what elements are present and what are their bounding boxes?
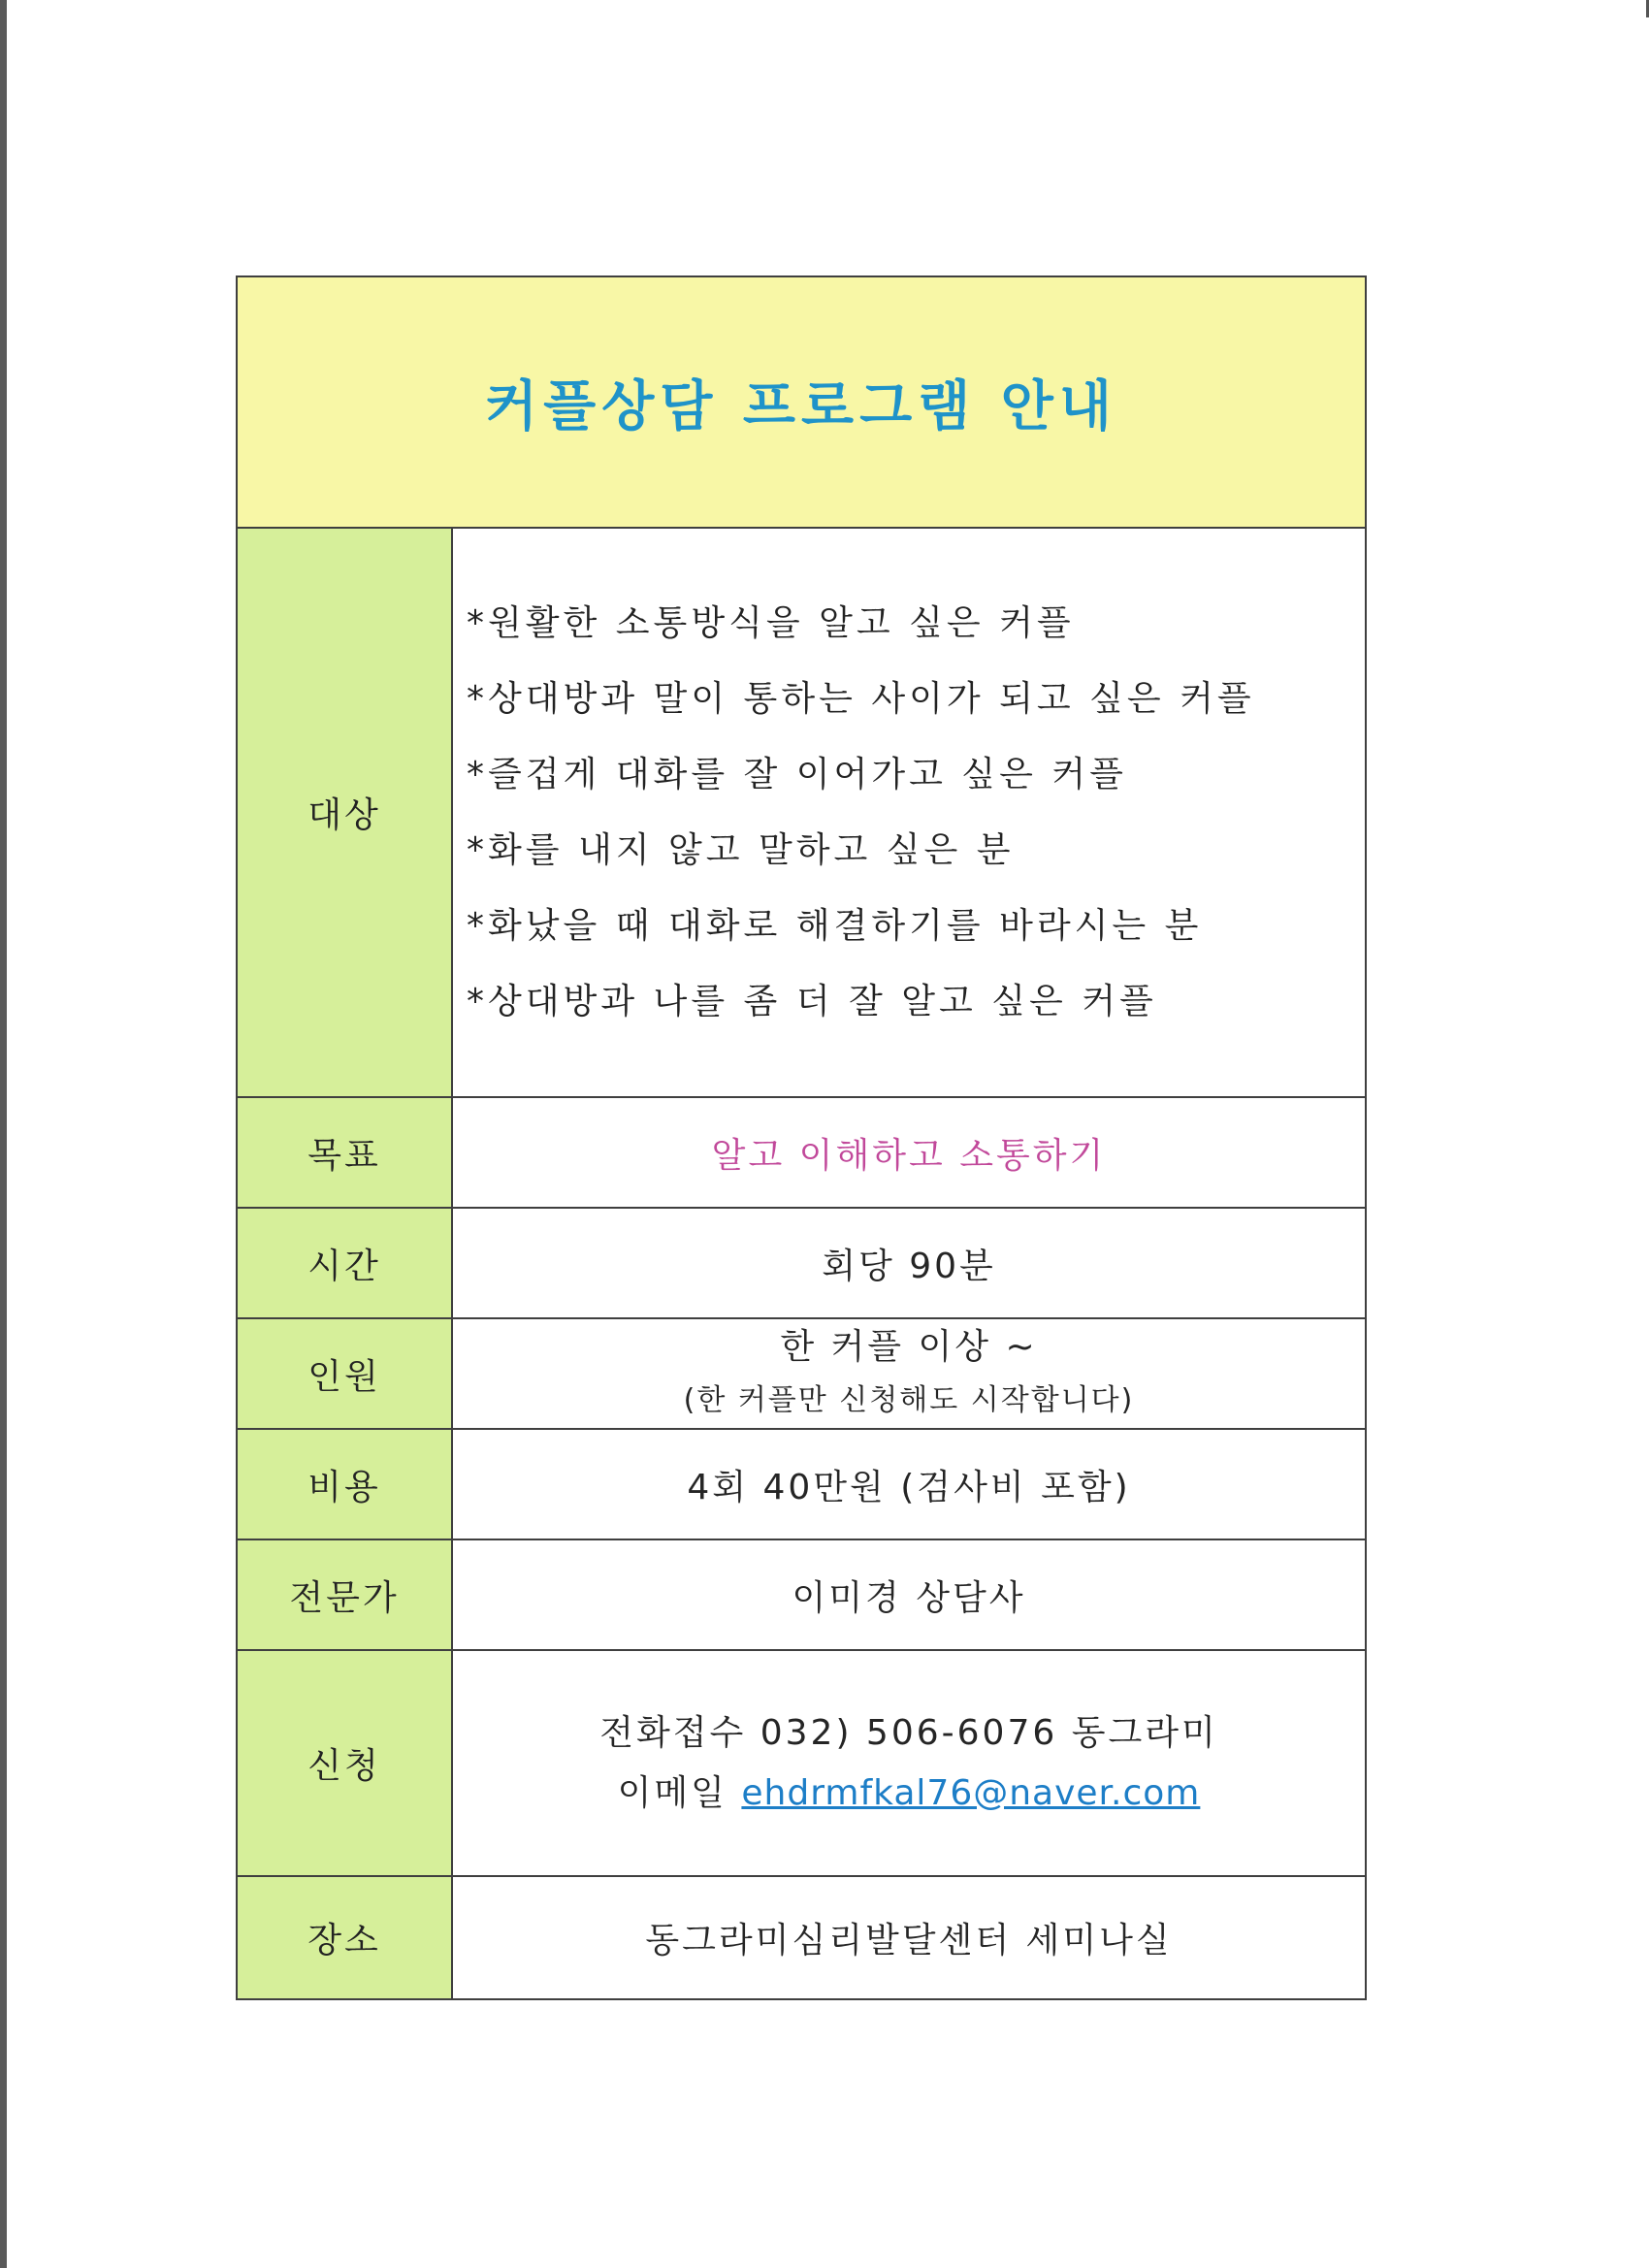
row-cost bbox=[238, 1430, 1365, 1540]
time-cell bbox=[453, 1209, 1365, 1317]
phone-line: 전화접수 032) 506-6076 동그라미 bbox=[599, 1712, 1218, 1753]
scan-edge-left bbox=[0, 0, 7, 2268]
email-line bbox=[618, 1764, 1201, 1824]
target-item: *상대방과 말이 통하는 사이가 되고 싶은 커플 bbox=[467, 678, 1255, 719]
target-item: *원활한 소통방식을 알고 싶은 커플 bbox=[467, 602, 1075, 643]
time-value: 회당 90분 bbox=[822, 1246, 996, 1286]
apply-cell bbox=[453, 1651, 1365, 1875]
label-goal: 목표 bbox=[238, 1098, 453, 1207]
target-item: *화를 내지 않고 말하고 싶은 분 bbox=[467, 829, 1015, 870]
label-cost: 비용 bbox=[238, 1430, 453, 1539]
target-item: *상대방과 나를 좀 더 잘 알고 싶은 커플 bbox=[467, 981, 1157, 1021]
label-target: 대상 bbox=[238, 529, 453, 1096]
place-value: 동그라미심리발달센터 세미나실 bbox=[645, 1921, 1173, 1960]
row-time bbox=[238, 1209, 1365, 1319]
place-cell bbox=[453, 1877, 1365, 1998]
label-apply: 신청 bbox=[238, 1651, 453, 1875]
row-people bbox=[238, 1319, 1365, 1430]
page-title: 커플상담 프로그램 안내 bbox=[485, 374, 1117, 438]
target-list bbox=[453, 529, 1365, 1096]
program-info-table bbox=[236, 275, 1367, 2000]
target-item: *화났을 때 대화로 해결하기를 바라시는 분 bbox=[467, 905, 1203, 946]
target-item: *즐겁게 대화를 잘 이어가고 싶은 커플 bbox=[467, 754, 1127, 794]
people-note: (한 커플만 신청해도 시작합니다) bbox=[683, 1383, 1135, 1417]
title-banner bbox=[238, 277, 1365, 529]
label-place: 장소 bbox=[238, 1877, 453, 1998]
row-expert bbox=[238, 1540, 1365, 1651]
goal-cell bbox=[453, 1098, 1365, 1207]
row-goal bbox=[238, 1098, 1365, 1209]
row-apply bbox=[238, 1651, 1365, 1877]
cost-cell bbox=[453, 1430, 1365, 1539]
expert-value: 이미경 상담사 bbox=[792, 1577, 1026, 1618]
email-prefix: 이메일 bbox=[617, 1772, 728, 1813]
cost-value: 4회 40만원 (검사비 포함) bbox=[687, 1467, 1131, 1507]
row-place bbox=[238, 1877, 1365, 1998]
label-expert: 전문가 bbox=[238, 1540, 453, 1649]
label-people: 인원 bbox=[238, 1319, 453, 1428]
email-link[interactable]: ehdrmfkal76@naver.com bbox=[741, 1772, 1201, 1813]
row-target bbox=[238, 529, 1365, 1098]
people-value: 한 커플 이상 ~ bbox=[780, 1327, 1038, 1367]
expert-cell bbox=[453, 1540, 1365, 1649]
people-cell bbox=[453, 1319, 1365, 1428]
goal-value: 알고 이해하고 소통하기 bbox=[711, 1135, 1107, 1176]
label-time: 시간 bbox=[238, 1209, 453, 1317]
